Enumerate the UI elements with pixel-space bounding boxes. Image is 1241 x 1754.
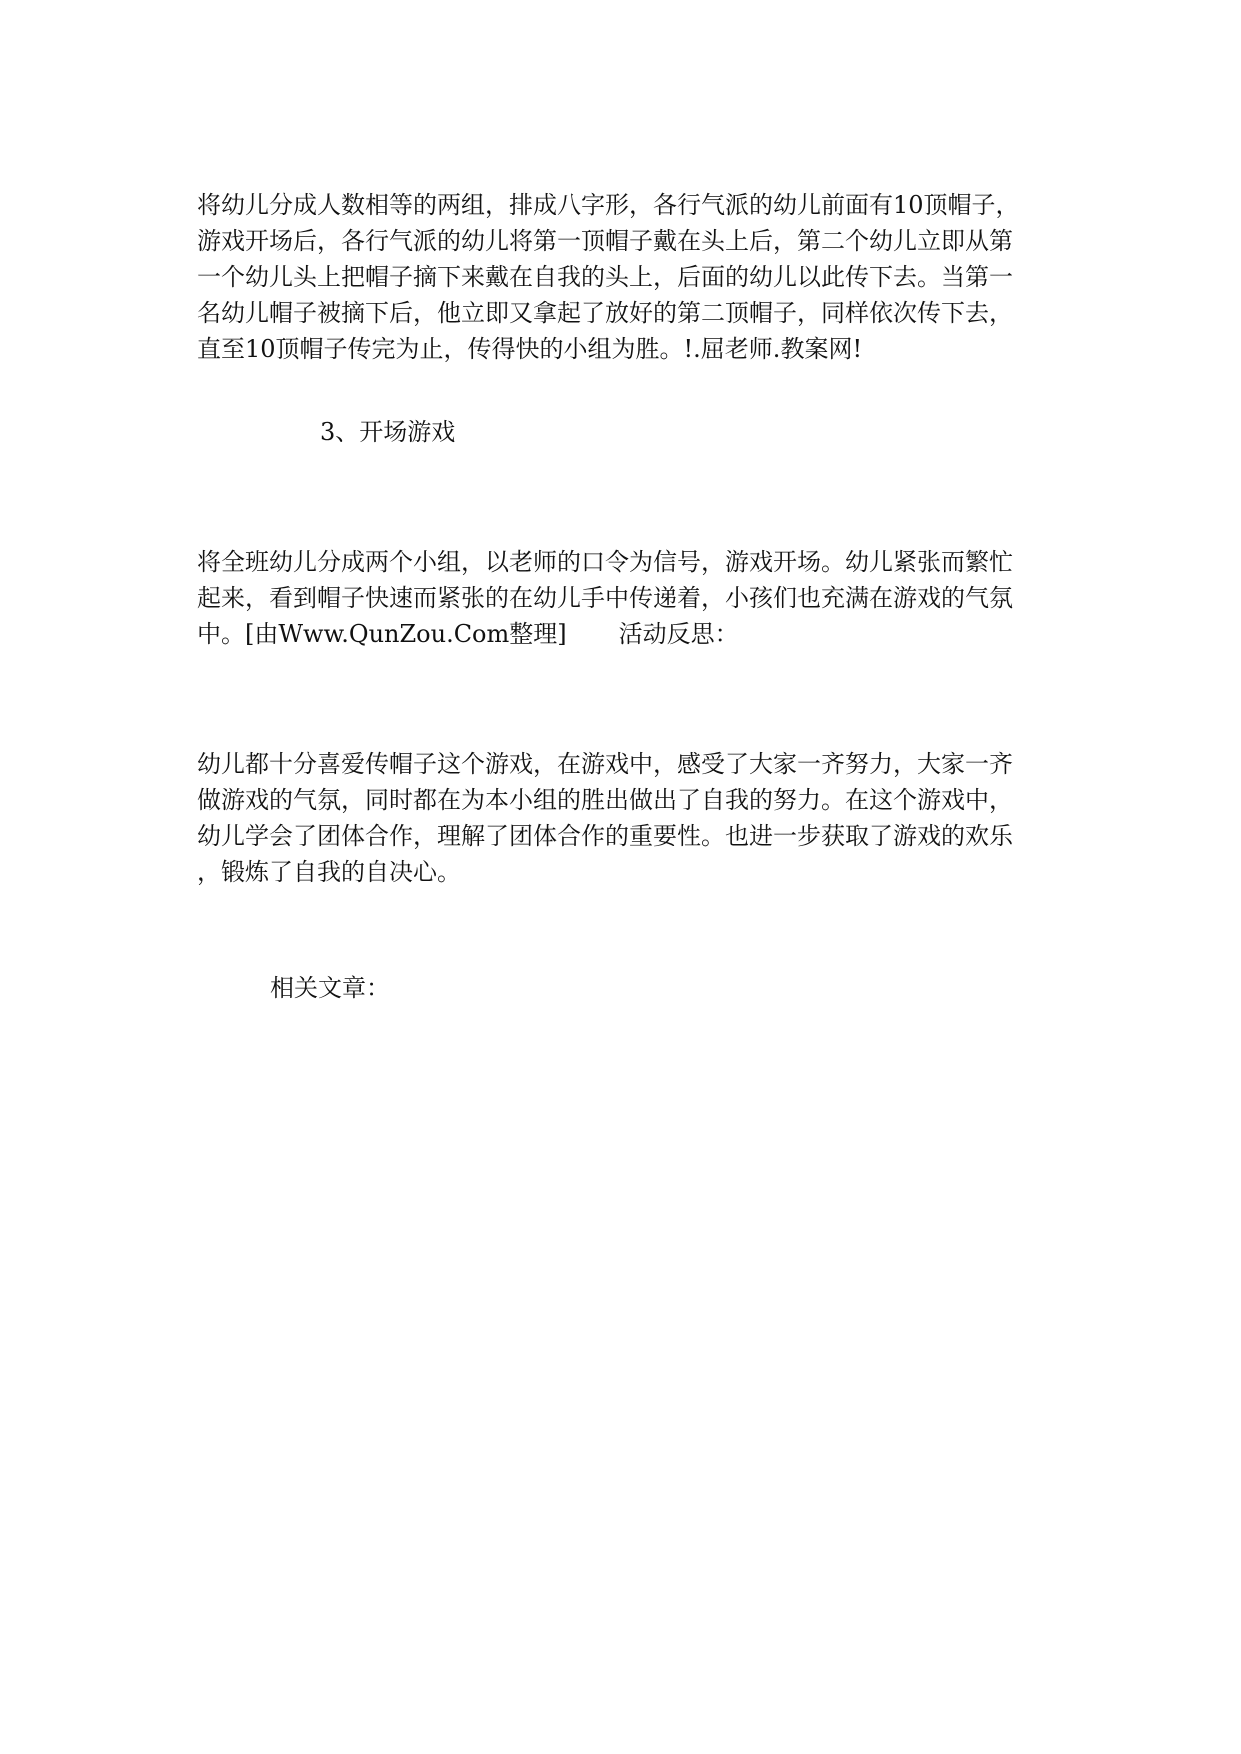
paragraph-3-line-4: ，锻炼了自我的自决心。 xyxy=(197,858,461,886)
paragraph-3-line-2: 做游戏的气氛，同时都在为本小组的胜出做出了自我的努力。在这个游戏中， xyxy=(197,786,1013,814)
paragraph-2-line-3 xyxy=(197,616,1057,652)
paragraph-1-line-1: 将幼儿分成人数相等的两组，排成八字形，各行气派的幼儿前面有10顶帽子， xyxy=(197,191,1020,219)
paragraph-3-line-1: 幼儿都十分喜爱传帽子这个游戏，在游戏中，感受了大家一齐努力，大家一齐 xyxy=(197,750,1013,778)
paragraph-1-line-5: 直至10顶帽子传完为止，传得快的小组为胜。!.屈老师.教案网! xyxy=(197,335,863,363)
paragraph-3-line-3: 幼儿学会了团体合作，理解了团体合作的重要性。也进一步获取了游戏的欢乐 xyxy=(197,822,1013,850)
paragraph-2-line-3-text: 中。[由Www.QunZou.Com整理] xyxy=(197,620,567,648)
paragraph-1-line-3: 一个幼儿头上把帽子摘下来戴在自我的头上，后面的幼儿以此传下去。当第一 xyxy=(197,263,1013,291)
paragraph-1-line-4: 名幼儿帽子被摘下后，他立即又拿起了放好的第二顶帽子，同样依次传下去， xyxy=(197,299,1013,327)
paragraph-1-line-2: 游戏开场后，各行气派的幼儿将第一顶帽子戴在头上后，第二个幼儿立即从第 xyxy=(197,227,1013,255)
section-heading-3: 3、开场游戏 xyxy=(320,418,456,446)
paragraph-2-line-1: 将全班幼儿分成两个小组，以老师的口令为信号，游戏开场。幼儿紧张而繁忙 xyxy=(197,548,1013,576)
reflection-label: 活动反思： xyxy=(618,620,739,648)
paragraph-2-line-2: 起来，看到帽子快速而紧张的在幼儿手中传递着，小孩们也充满在游戏的气氛 xyxy=(197,584,1013,612)
related-articles-label: 相关文章： xyxy=(270,974,390,1002)
